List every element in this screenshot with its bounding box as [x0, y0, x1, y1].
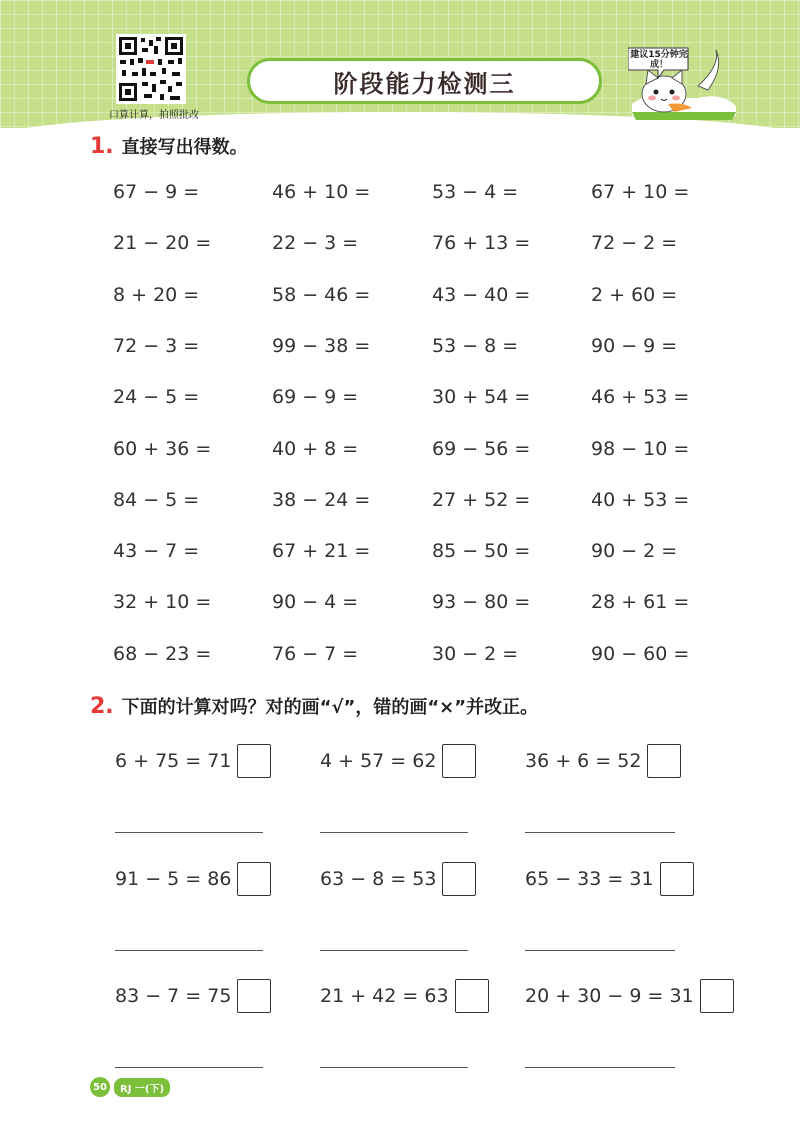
- calc-problem: 67 + 21 =: [272, 540, 371, 562]
- cat-speech-bubble: 建议15分钟完成！: [630, 50, 688, 70]
- calc-problem: 43 − 7 =: [113, 540, 200, 562]
- calc-problem: 2 + 60 =: [591, 284, 678, 306]
- calc-problem: 8 + 20 =: [113, 284, 200, 306]
- page-title: 阶段能力检测三: [333, 69, 516, 98]
- answer-checkbox[interactable]: [455, 979, 489, 1013]
- calc-problem: 53 − 8 =: [432, 335, 519, 357]
- answer-checkbox[interactable]: [647, 744, 681, 778]
- check-problem: 4 + 57 = 62: [320, 750, 437, 772]
- check-problem: 91 − 5 = 86: [115, 868, 232, 890]
- answer-checkbox[interactable]: [237, 744, 271, 778]
- calc-problem: 38 − 24 =: [272, 489, 371, 511]
- calc-problem: 21 − 20 =: [113, 232, 212, 254]
- correction-answer-line[interactable]: [320, 832, 468, 833]
- calc-problem: 90 − 2 =: [591, 540, 678, 562]
- answer-checkbox[interactable]: [700, 979, 734, 1013]
- section-2-heading: [90, 693, 538, 719]
- calc-problem: 93 − 80 =: [432, 591, 531, 613]
- correction-answer-line[interactable]: [320, 1067, 468, 1068]
- qr-caption: 口算计算，拍照批改: [109, 110, 199, 121]
- calc-problem: 40 + 53 =: [591, 489, 690, 511]
- check-problem: 21 + 42 = 63: [320, 985, 449, 1007]
- answer-checkbox[interactable]: [237, 862, 271, 896]
- section-1-heading: [90, 133, 248, 159]
- calc-problem: 69 − 56 =: [432, 438, 531, 460]
- calc-problem: 76 + 13 =: [432, 232, 531, 254]
- calc-problem: 69 − 9 =: [272, 386, 359, 408]
- answer-checkbox[interactable]: [660, 862, 694, 896]
- section-2-number: 2.: [90, 694, 114, 719]
- calc-problem: 27 + 52 =: [432, 489, 531, 511]
- check-problem: 83 − 7 = 75: [115, 985, 232, 1007]
- correction-answer-line[interactable]: [525, 1067, 675, 1068]
- calc-problem: 22 − 3 =: [272, 232, 359, 254]
- answer-checkbox[interactable]: [237, 979, 271, 1013]
- calc-problem: 30 − 2 =: [432, 643, 519, 665]
- calc-problem: 46 + 53 =: [591, 386, 690, 408]
- calc-problem: 67 + 10 =: [591, 181, 690, 203]
- calc-problem: 84 − 5 =: [113, 489, 200, 511]
- calc-problem: 28 + 61 =: [591, 591, 690, 613]
- calc-problem: 40 + 8 =: [272, 438, 359, 460]
- check-problem: 36 + 6 = 52: [525, 750, 642, 772]
- correction-answer-line[interactable]: [320, 950, 468, 951]
- correction-answer-line[interactable]: [115, 1067, 263, 1068]
- calc-problem: 72 − 2 =: [591, 232, 678, 254]
- calc-problem: 85 − 50 =: [432, 540, 531, 562]
- calc-problem: 24 − 5 =: [113, 386, 200, 408]
- section-1-number: 1.: [90, 134, 114, 159]
- answer-checkbox[interactable]: [442, 744, 476, 778]
- section-2-title: 下面的计算对吗？对的画“√”，错的画“×”并改正。: [121, 697, 539, 718]
- section-1-title: 直接写出得数。: [121, 137, 248, 158]
- correction-answer-line[interactable]: [525, 950, 675, 951]
- qr-code-icon[interactable]: [116, 34, 186, 104]
- check-problem: 63 − 8 = 53: [320, 868, 437, 890]
- title-banner: [247, 58, 602, 104]
- grade-tag: RJ 一(下): [114, 1078, 170, 1097]
- page-number: 50: [90, 1077, 110, 1097]
- calc-problem: 46 + 10 =: [272, 181, 371, 203]
- calc-problem: 98 − 10 =: [591, 438, 690, 460]
- check-problem: 20 + 30 − 9 = 31: [525, 985, 694, 1007]
- calc-problem: 90 − 9 =: [591, 335, 678, 357]
- calc-problem: 76 − 7 =: [272, 643, 359, 665]
- page-footer: [90, 1077, 170, 1097]
- calc-problem: 32 + 10 =: [113, 591, 212, 613]
- calc-problem: 90 − 60 =: [591, 643, 690, 665]
- calc-problem: 43 − 40 =: [432, 284, 531, 306]
- calc-problem: 30 + 54 =: [432, 386, 531, 408]
- calc-problem: 58 − 46 =: [272, 284, 371, 306]
- calc-problem: 99 − 38 =: [272, 335, 371, 357]
- check-problem: 6 + 75 = 71: [115, 750, 232, 772]
- calc-problem: 60 + 36 =: [113, 438, 212, 460]
- calc-problem: 53 − 4 =: [432, 181, 519, 203]
- calc-problem: 72 − 3 =: [113, 335, 200, 357]
- correction-answer-line[interactable]: [115, 832, 263, 833]
- check-problem: 65 − 33 = 31: [525, 868, 654, 890]
- correction-answer-line[interactable]: [115, 950, 263, 951]
- answer-checkbox[interactable]: [442, 862, 476, 896]
- calc-problem: 67 − 9 =: [113, 181, 200, 203]
- calc-problem: 68 − 23 =: [113, 643, 212, 665]
- correction-answer-line[interactable]: [525, 832, 675, 833]
- calc-problem: 90 − 4 =: [272, 591, 359, 613]
